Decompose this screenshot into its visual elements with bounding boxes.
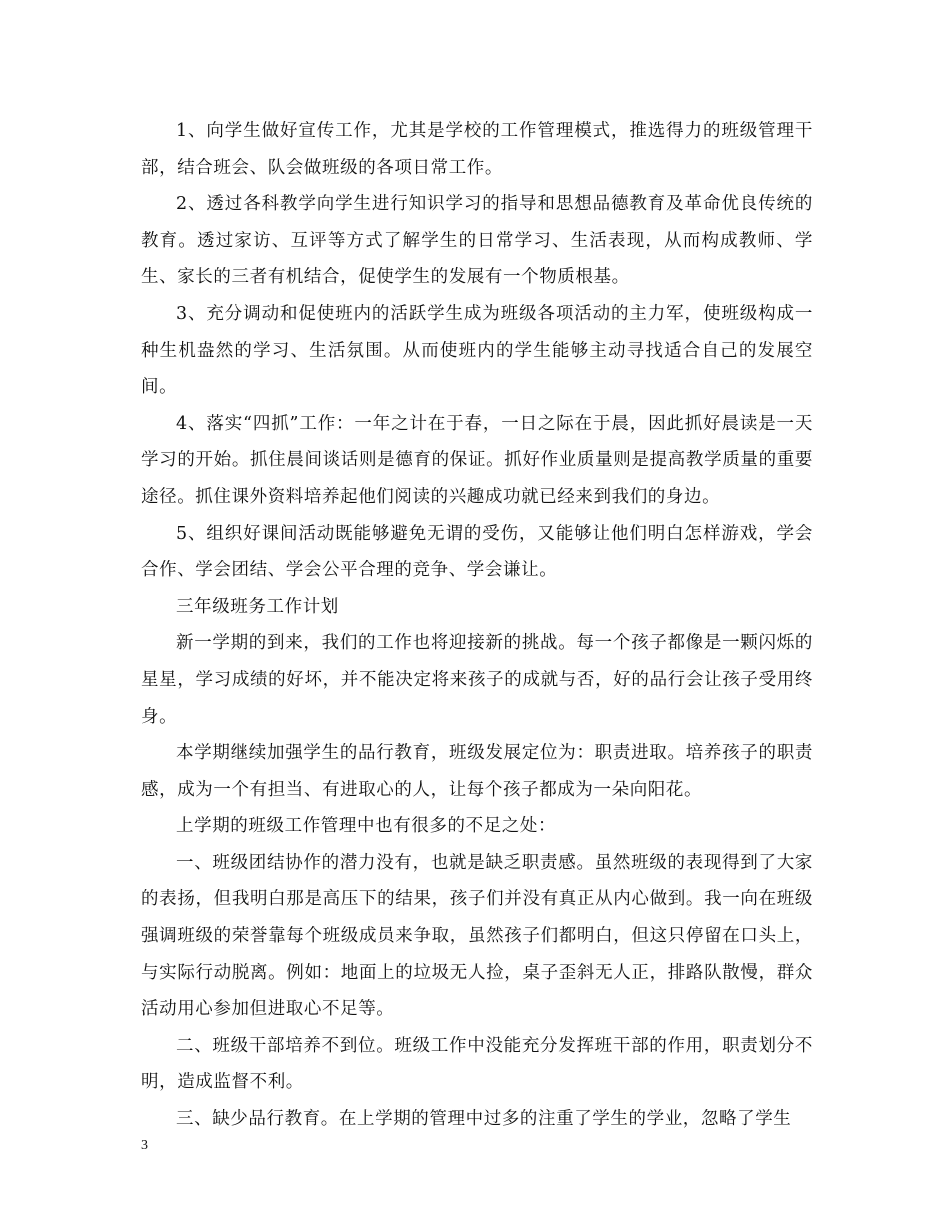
document-body (141, 113, 813, 1138)
paragraph-shortcomings-intro: 上学期的班级工作管理中也有很多的不足之处： (176, 816, 557, 837)
paragraph-intro: 新一学期的到来，我们的工作也将迎接新的挑战。每一个孩子都像是一颗闪烁的星星，学习成绩的好坏，并不能决定将来孩子的成就与否，好的品行会让孩子受用终身。 (141, 633, 813, 727)
paragraph-item-4: 4、落实“四抓”工作：一年之计在于春，一日之际在于晨，因此抓好晨读是一天学习的开始。抓住晨间谈话则是德育的保证。抓好作业质量则是提高教学质量的重要途径。抓住课外资料培养起他们阅读的兴趣成功就已经来到我们的身边。 (141, 413, 813, 507)
paragraph-shortcoming-3: 三、缺少品行教育。在上学期的管理中过多的注重了学生的学业，忽略了学生 (176, 1109, 792, 1130)
paragraph-item-5: 5、组织好课间活动既能够避免无谓的受伤，又能够让他们明白怎样游戏，学会合作、学会团结、学会公平合理的竞争、学会谦让。 (141, 523, 813, 581)
paragraph-item-1: 1、向学生做好宣传工作，尤其是学校的工作管理模式，推选得力的班级管理干部，结合班会、队会做班级的各项日常工作。 (141, 121, 813, 178)
section-heading: 三年级班务工作计划 (176, 596, 339, 617)
page-number: 3 (141, 1138, 148, 1153)
paragraph-shortcoming-1: 一、班级团结协作的潜力没有，也就是缺乏职责感。虽然班级的表现得到了大家的表扬，但我明白那是高压下的结果，孩子们并没有真正从内心做到。我一向在班级强调班级的荣誉靠每个班级成员来争取，虽然孩子们都明白，但这只停留在口头上，与实际行动脱离。例如：地面上的垃圾无人捡，桌子歪斜无人正，排路队散慢，群众活动用心参加但进取心不足等。 (141, 852, 813, 1020)
paragraph-goal: 本学期继续加强学生的品行教育，班级发展定位为：职责进取。培养孩子的职责感，成为一个有担当、有进取心的人，让每个孩子都成为一朵向阳花。 (141, 743, 813, 800)
paragraph-item-2: 2、透过各科教学向学生进行知识学习的指导和思想品德教育及革命优良传统的教育。透过家访、互评等方式了解学生的日常学习、生活表现，从而构成教师、学生、家长的三者有机结合，促使学生的发展有一个物质根基。 (141, 194, 813, 288)
paragraph-item-3: 3、充分调动和促使班内的活跃学生成为班级各项活动的主力军，使班级构成一种生机盎然的学习、生活氛围。从而使班内的学生能够主动寻找适合自己的发展空间。 (141, 303, 813, 398)
paragraph-shortcoming-2: 二、班级干部培养不到位。班级工作中没能充分发挥班干部的作用，职责划分不明，造成监督不利。 (141, 1035, 813, 1093)
